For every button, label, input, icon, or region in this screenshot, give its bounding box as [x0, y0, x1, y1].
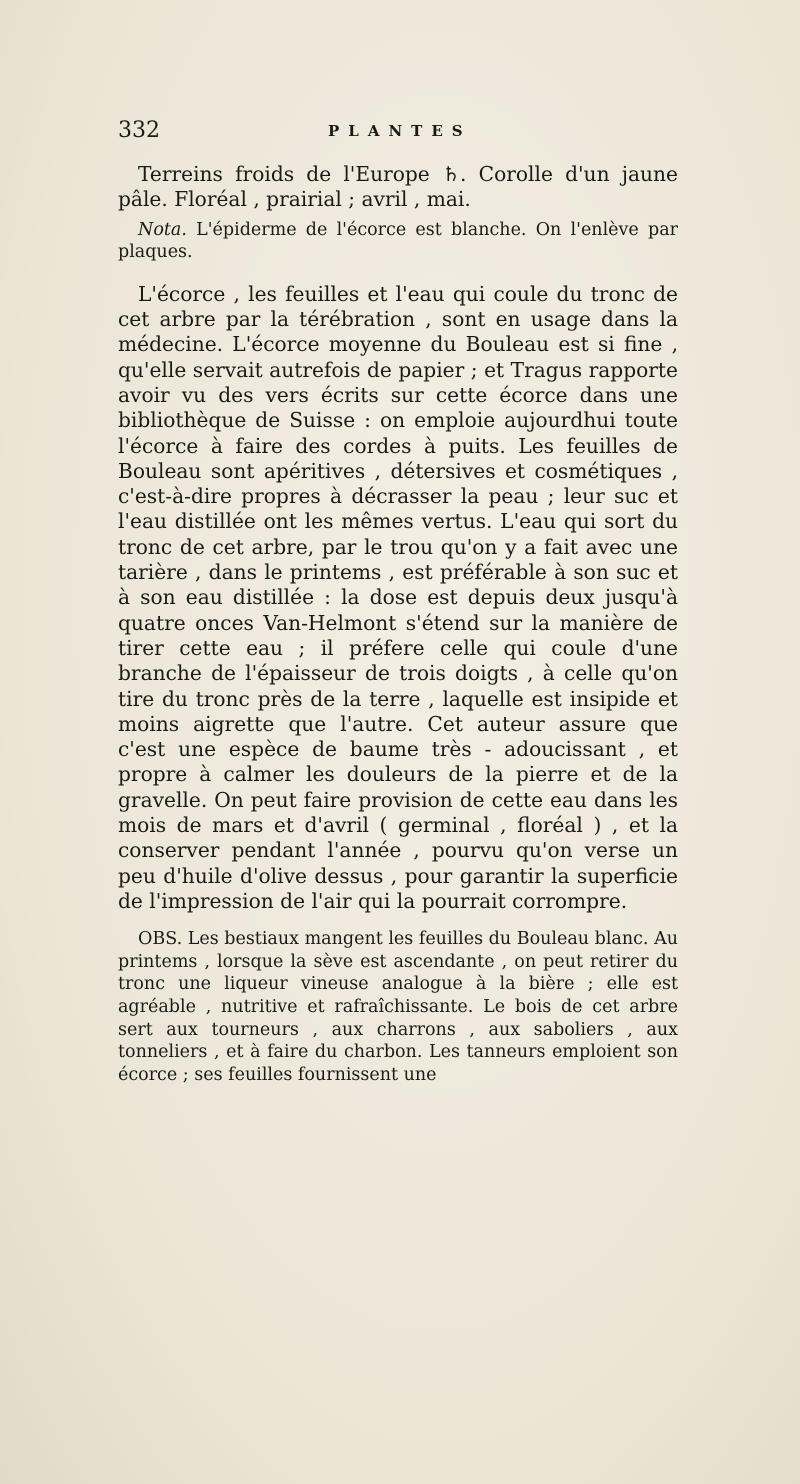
running-title: PLANTES: [328, 122, 472, 140]
nota-label: Nota.: [138, 219, 187, 240]
habitat-text-1: Terreins froids de l'Europe: [138, 162, 442, 186]
page-body: [118, 162, 678, 1086]
page-number: 332: [118, 118, 160, 143]
nota-text: L'épiderme de l'écorce est blanche. On l'enlève par plaques.: [118, 219, 678, 263]
habitat-paragraph: [118, 162, 678, 213]
habitat-text-2: . Corolle d'un jaune pâle. Floréal , prairial ; avril , mai.: [118, 162, 678, 212]
obs-paragraph: OBS. Les bestiaux mangent les feuilles du Bouleau blanc. Au printems , lorsque la sève est ascendante , on peut retirer du tronc une liqueur vineuse analogue à la bière ; elle est agréable , nutritive et rafraîchissante. Le bois de cet arbre sert aux tourneurs , aux charrons , aux saboliers , aux tonneliers , et à faire du charbon. Les tanneurs emploient son écorce ; ses feuilles fournissent une: [118, 929, 678, 1085]
main-paragraph: L'écorce , les feuilles et l'eau qui coule du tronc de cet arbre par la térébration , sont en usage dans la médecine. L'écorce moyenne du Bouleau est si fine , qu'elle servait autrefois de papier ; et Tragus rapporte avoir vu des vers écrits sur cette écorce dans une bibliothèque de Suisse : on emploie aujourdhui toute l'écorce à faire des cordes à puits. Les feuilles de Bouleau sont apéritives , détersives et cosmétiques , c'est-à-dire propres à décrasser la peau ; leur suc et l'eau distillée ont les mêmes vertus. L'eau qui sort du tronc de cet arbre, par le trou qu'on y a fait avec une tarière , dans le printems , est préférable à son suc et à son eau distillée : la dose est depuis deux jusqu'à quatre onces Van-Helmont s'étend sur la manière de tirer cette eau ; il préfere celle qui coule d'une branche de l'épaisseur de trois doigts , à celle qu'on tire du tronc près de la terre , laquelle est insipide et moins aigrette que l'autre. Cet auteur assure que c'est une espèce de baume très - adoucissant , et propre à calmer les douleurs de la pierre et de la gravelle. On peut faire provision de cette eau dans les mois de mars et d'avril ( germinal , floréal ) , et la conserver pendant l'année , pourvu qu'on verse un peu d'huile d'olive dessus , pour garantir la superficie de l'impression de l'air qui la pourrait corrompre.: [118, 281, 678, 913]
nota-paragraph: [118, 219, 678, 264]
saturn-symbol: ♄: [441, 162, 461, 186]
page-header: [118, 118, 538, 148]
